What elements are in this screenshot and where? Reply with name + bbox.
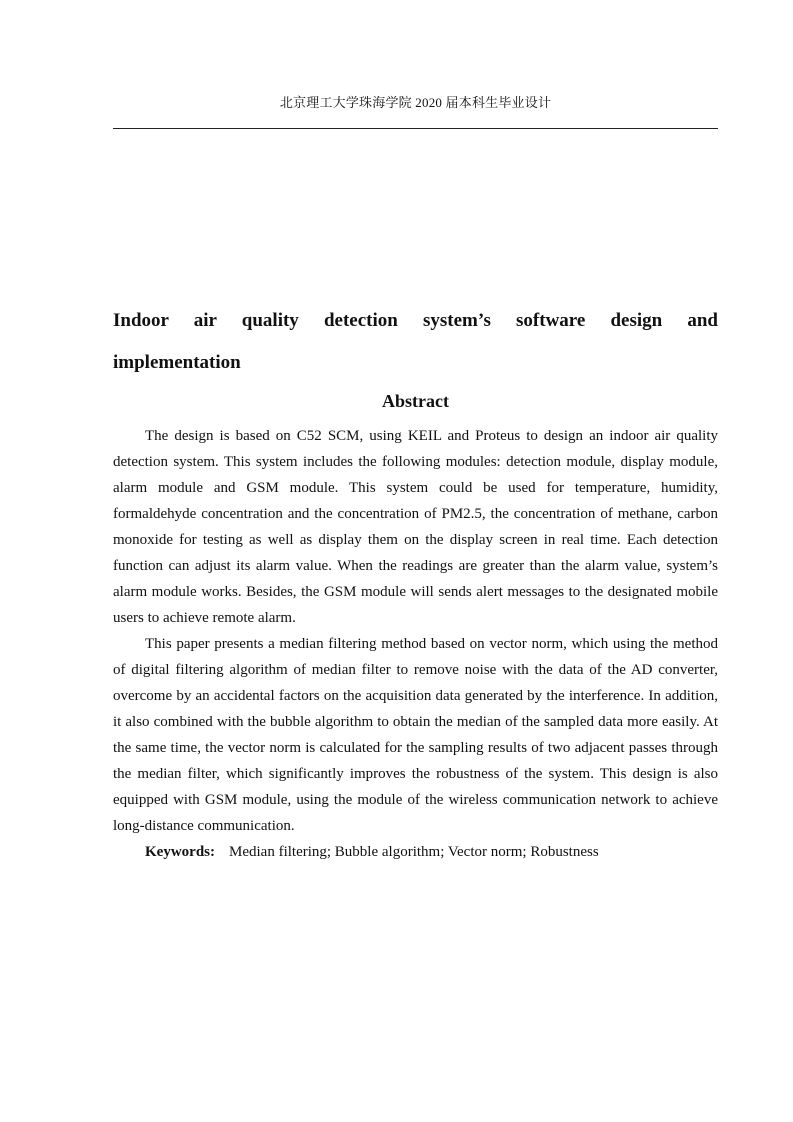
abstract-paragraph-2: This paper presents a median filtering method based on vector norm, which using the method of digital filtering algorithm of median filter to remove noise with the data of the AD converter, overcome by an accidental factors on the acquisition data generated by the interference. In addition, it also combined with the bubble algorithm to obtain the median of the sampled data more easily. At the same time, the vector norm is calculated for the sampling results of two adjacent passes through the median filter, which significantly improves the robustness of the system. This design is also equipped with GSM module, using the module of the wireless communication network to achieve long-distance communication. xyxy=(113,636,718,834)
thesis-title-line-1: Indoor air quality detection system’s software design and xyxy=(113,310,718,331)
page-header: 北京理工大学珠海学院 2020 届本科生毕业设计 xyxy=(279,95,552,110)
keywords-value: Median filtering; Bubble algorithm; Vector norm; Robustness xyxy=(229,844,599,860)
keywords-label: Keywords: xyxy=(145,844,215,860)
header-divider xyxy=(113,128,718,129)
thesis-title xyxy=(113,300,718,384)
abstract-body xyxy=(113,423,718,865)
thesis-title-line-2: implementation xyxy=(113,352,241,373)
abstract-paragraph-1: The design is based on C52 SCM, using KEIL and Proteus to design an indoor air quality detection system. This system includes the following modules: detection module, display module, alarm module and GSM module. This system could be used for temperature, humidity, formaldehyde concentration and the concentration of PM2.5, the concentration of methane, carbon monoxide for testing as well as display them on the display screen in real time. Each detection function can adjust its alarm value. When the readings are greater than the alarm value, system’s alarm module works. Besides, the GSM module will sends alert messages to the designated mobile users to achieve remote alarm. xyxy=(113,428,718,626)
keywords-line xyxy=(113,839,718,865)
abstract-heading: Abstract xyxy=(382,391,449,411)
